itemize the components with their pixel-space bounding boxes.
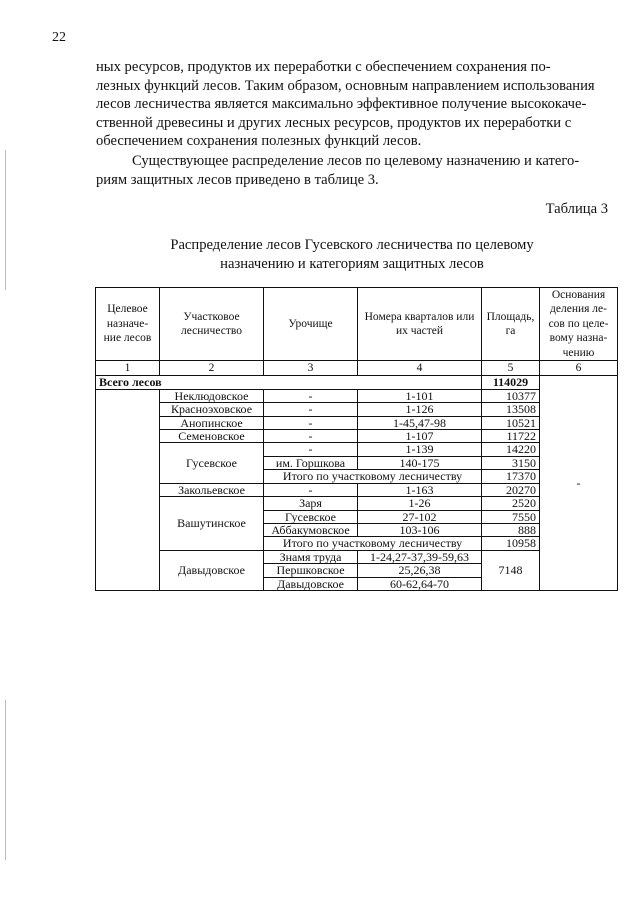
tract-cell: Заря xyxy=(264,497,358,510)
column-number: 2 xyxy=(160,361,264,376)
column-number: 3 xyxy=(264,361,358,376)
area-cell: 10377 xyxy=(482,389,540,402)
area-cell: 20270 xyxy=(482,483,540,496)
basis-cell: - xyxy=(540,376,618,591)
tract-cell: Аббакумовское xyxy=(264,523,358,536)
page-number: 22 xyxy=(52,30,66,45)
subtotal-area: 17370 xyxy=(482,470,540,483)
table-row xyxy=(96,389,618,402)
tract-cell: им. Горшкова xyxy=(264,456,358,469)
district-cell: Анопинское xyxy=(160,416,264,429)
quarters-cell: 1-101 xyxy=(358,389,482,402)
table-row xyxy=(96,497,618,510)
quarters-cell: 1-45,47-98 xyxy=(358,416,482,429)
total-area: 114029 xyxy=(482,376,540,389)
subtotal-label: Итого по участковому лесничеству xyxy=(264,470,482,483)
area-cell: 10521 xyxy=(482,416,540,429)
table-row xyxy=(96,443,618,456)
area-cell: 7148 xyxy=(482,550,540,590)
caption-line: Распределение лесов Гусевского лесничества по целевому xyxy=(170,237,534,253)
header-purpose: Целевое назначе-ние лесов xyxy=(96,288,160,361)
table-header-row xyxy=(96,288,618,361)
header-quarters: Номера кварталов или их частей xyxy=(358,288,482,361)
area-cell: 888 xyxy=(482,523,540,536)
quarters-cell: 1-126 xyxy=(358,403,482,416)
quarters-cell: 25,26,38 xyxy=(358,564,482,577)
tract-cell: - xyxy=(264,416,358,429)
district-cell: Неклюдовское xyxy=(160,389,264,402)
district-cell: Давыдовское xyxy=(160,550,264,590)
column-number-row xyxy=(96,361,618,376)
quarters-cell: 1-26 xyxy=(358,497,482,510)
column-number: 6 xyxy=(540,361,618,376)
paragraph-line: лесов лесничества является максимально эффективное получение высококаче- xyxy=(96,96,587,113)
paragraph-1 xyxy=(96,58,608,151)
table-row xyxy=(96,483,618,496)
paragraph-2 xyxy=(96,152,608,189)
table-row-total xyxy=(96,376,618,389)
quarters-cell: 140-175 xyxy=(358,456,482,469)
paragraph-line: риям защитных лесов приведено в таблице 3. xyxy=(96,171,379,188)
tract-cell: - xyxy=(264,403,358,416)
column-number: 4 xyxy=(358,361,482,376)
caption-line: назначению и категориям защитных лесов xyxy=(220,256,484,272)
quarters-cell: 1-139 xyxy=(358,443,482,456)
scan-edge-line xyxy=(5,700,6,860)
district-cell: Закольевское xyxy=(160,483,264,496)
paragraph-line: ных ресурсов, продуктов их переработки с обеспечением сохранения по- xyxy=(96,59,551,75)
scan-edge-line xyxy=(5,150,6,290)
quarters-cell: 1-107 xyxy=(358,430,482,443)
subtotal-label: Итого по участковому лесничеству xyxy=(264,537,482,550)
header-tract: Урочище xyxy=(264,288,358,361)
column-number: 5 xyxy=(482,361,540,376)
column-number: 1 xyxy=(96,361,160,376)
quarters-cell: 103-106 xyxy=(358,523,482,536)
district-cell: Гусевское xyxy=(160,443,264,483)
quarters-cell: 27-102 xyxy=(358,510,482,523)
tract-cell: Першковское xyxy=(264,564,358,577)
district-cell: Вашутинское xyxy=(160,497,264,551)
forest-distribution-table xyxy=(95,287,618,591)
paragraph-line: лезных функций лесов. Таким образом, основным направлением использования xyxy=(96,77,595,94)
table-caption xyxy=(96,236,608,274)
area-cell: 7550 xyxy=(482,510,540,523)
quarters-cell: 60-62,64-70 xyxy=(358,577,482,590)
tract-cell: Гусевское xyxy=(264,510,358,523)
area-cell: 11722 xyxy=(482,430,540,443)
tract-cell: Знамя труда xyxy=(264,550,358,563)
quarters-cell: 1-24,27-37,39-59,63 xyxy=(358,550,482,563)
table-row xyxy=(96,430,618,443)
quarters-cell: 1-163 xyxy=(358,483,482,496)
total-label: Всего лесов xyxy=(96,376,482,389)
header-district: Участковое лесничество xyxy=(160,288,264,361)
tract-cell: - xyxy=(264,483,358,496)
area-cell: 14220 xyxy=(482,443,540,456)
header-basis: Основания деления ле-сов по целе-вому назна-чению xyxy=(540,288,618,361)
subtotal-area: 10958 xyxy=(482,537,540,550)
tract-cell: - xyxy=(264,389,358,402)
header-area: Площадь, га xyxy=(482,288,540,361)
district-cell: Красноэховское xyxy=(160,403,264,416)
purpose-cell xyxy=(96,389,160,590)
tract-cell: - xyxy=(264,443,358,456)
area-cell: 3150 xyxy=(482,456,540,469)
table-label: Таблица 3 xyxy=(545,201,608,217)
paragraph-line: обеспечением сохранения полезных функций лесов. xyxy=(96,133,422,150)
table-row xyxy=(96,416,618,429)
area-cell: 2520 xyxy=(482,497,540,510)
paragraph-line: ственной древесины и других лесных ресурсов, продуктов их переработки с xyxy=(96,114,572,131)
district-cell: Семеновское xyxy=(160,430,264,443)
table-row xyxy=(96,550,618,563)
tract-cell: Давыдовское xyxy=(264,577,358,590)
area-cell: 13508 xyxy=(482,403,540,416)
table-row xyxy=(96,403,618,416)
paragraph-line: Существующее распределение лесов по целевому назначению и катего- xyxy=(132,153,580,169)
tract-cell: - xyxy=(264,430,358,443)
